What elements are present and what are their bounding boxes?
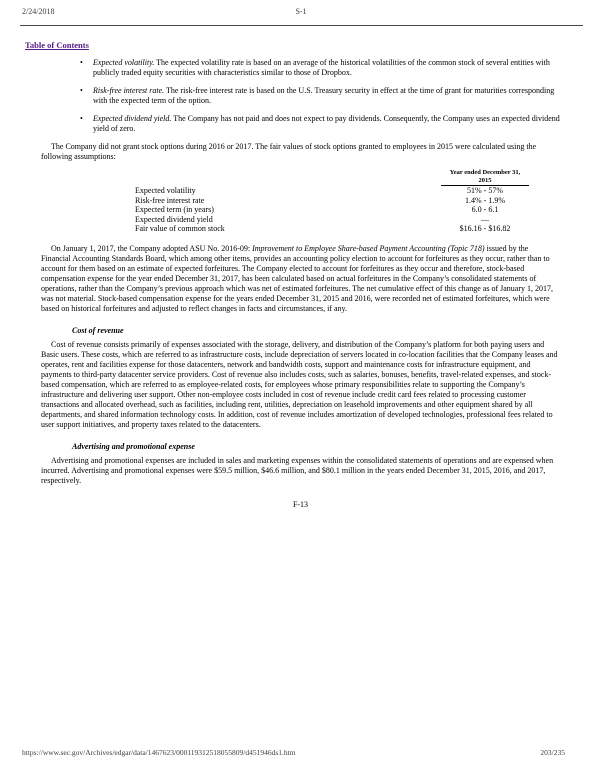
footer-page-indicator: 203/235 [540,748,565,757]
row-value: 6.0 - 6.1 [471,205,499,215]
bullet-list [41,58,560,134]
bullet-item [80,58,560,78]
intro-paragraph: The Company did not grant stock options during 2016 or 2017. The fair values of stock options granted to employees in 2015 were calculated using the following assumptions: [41,142,537,161]
table-of-contents-link[interactable]: Table of Contents [25,40,89,50]
document-body [41,58,560,510]
asu-paragraph-before: On January 1, 2017, the Company adopted ASU No. 2016-09: [51,243,253,253]
bullet-body: The expected volatility rate is based on an average of the historical volatilities of the common stock of several entities with publicly traded equity securities with characteristics similar to those of Dropbox. [93,58,550,77]
table-row [41,186,560,196]
advertising-paragraph: Advertising and promotional expenses are included in sales and marketing expenses within the consolidated statements of operations and are expensed when incurred. Advertising and promotional expenses were $59.5 million, $46.6 million, and $80.1 million in the years ended December 31, 2015, 2016, and 2017, respectively. [41,455,554,485]
bullet-lead: Risk-free interest rate. [93,86,165,95]
table-row [41,196,560,206]
row-label: Expected term (in years) [135,205,214,215]
row-value: — [481,214,489,224]
table-row [41,205,560,215]
row-label: Risk-free interest rate [135,195,205,205]
bullet-lead: Expected dividend yield. [93,114,172,123]
print-footer [22,748,565,757]
bullet-body: The Company has not paid and does not expect to pay dividends. Consequently, the Company uses an expected dividend yield of zero. [93,114,560,133]
page-number: F-13 [292,499,309,509]
advertising-heading: Advertising and promotional expense [72,441,195,451]
bullet-body: The risk-free interest rate is based on the U.S. Treasury security in effect at the time of grant for maturities corresponding with the expected term of the option. [93,86,555,105]
row-label: Expected volatility [135,186,196,195]
row-value: 1.4% - 1.9% [465,195,505,205]
bullet-text [93,86,560,106]
bullet-item [80,114,560,134]
row-label: Expected dividend yield [135,214,213,224]
assumptions-table [41,169,560,234]
table-column-header-text [441,169,529,186]
table-header-spacer [41,169,410,186]
asu-paragraph-after: issued by the Financial Accounting Standards Board, which among other items, provides an accounting policy election to account for forfeitures as they occur, rather than to account for them based on an estimate of expected forfeitures. The Company elected to account for forfeitures as they occur and therefore, stock-based compensation expense for the year ended December 31, 2017, has been calculated based on actual forfeitures in the Company’s consolidated statements of operations, rather than the Company’s previous approach which was net of estimated forfeitures. The net cumulative effect of this change as of January 1, 2017, was not material. Stock-based compensation expense for the years ended December 31, 2015 and 2016, were recorded net of estimated forfeitures, which were based on historical forfeitures and adjusted to reflect changes in facts and circumstances, if any. [41,243,553,313]
bullet-item [80,86,560,106]
row-value: $16.16 - $16.82 [459,224,511,234]
table-row [41,224,560,234]
table-header-line2: 2015 [478,176,492,184]
bullet-text [93,58,560,78]
footer-url: https://www.sec.gov/Archives/edgar/data/1467623/000119312518055809/d451946ds1.htm [22,748,296,757]
bullet-text [93,114,560,134]
header-divider [20,25,583,26]
asu-adoption-paragraph [41,244,560,314]
table-header-line1: Year ended December 31, [449,169,521,176]
row-label: Fair value of common stock [135,224,225,234]
bullet-lead: Expected volatility. [93,58,155,67]
cost-of-revenue-heading: Cost of revenue [72,325,124,335]
bullet-marker: • [80,58,83,67]
bullet-marker: • [80,86,83,95]
asu-standard-title: Improvement to Employee Share-based Payment Accounting (Topic 718) [252,243,485,253]
row-value: 51% - 57% [467,186,503,195]
print-header-doc-type: S-1 [295,7,307,16]
table-column-header [410,169,560,186]
bullet-marker: • [80,114,83,123]
cost-of-revenue-paragraph: Cost of revenue consists primarily of expenses associated with the storage, delivery, and distribution of the Company’s platform for both paying users and Basic users. These costs, which are referred to as infrastructure costs, include depreciation of servers located in co-location facilities that the Company leases and operates, rent and facilities expense for those datacenters, network and bandwidth costs, support and maintenance costs for infrastructure equipment, and payments to third-party datacenter service providers. Cost of revenue also includes costs, such as salaries, bonuses, benefits, travel-related expenses, and stock-based compensation, which are referred to as employee-related costs, for employees whose primary responsibilities relate to supporting the Company’s infrastructure and delivering user support. Other non-employee costs included in cost of revenue include credit card fees related to processing customer transactions and allocated overhead, such as facilities, including rent, utilities, depreciation on leasehold improvements and other equipment shared by all departments, and shared information technology costs. In addition, cost of revenue includes amortization of developed technologies, professional fees related to user support initiatives, and property taxes related to the datacenters. [41,339,558,429]
table-header-row [41,169,560,186]
table-row [41,215,560,225]
print-header [22,7,580,19]
print-header-date: 2/24/2018 [22,7,55,16]
